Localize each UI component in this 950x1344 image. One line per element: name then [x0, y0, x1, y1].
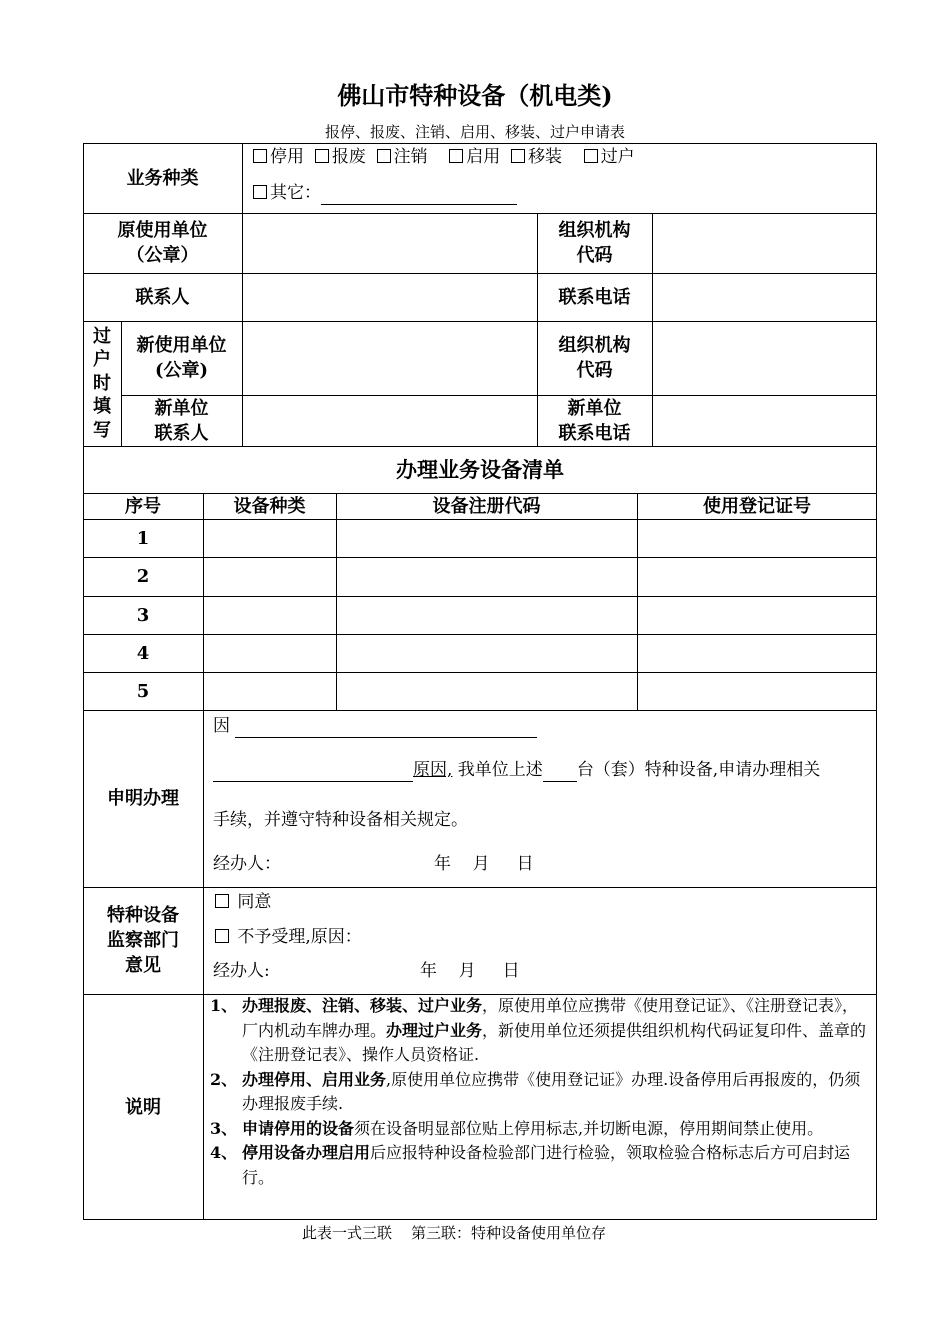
declaration-line2	[213, 758, 820, 782]
option-enable[interactable]	[449, 147, 500, 167]
date-year: 年	[434, 854, 451, 874]
label-char: 写	[93, 419, 111, 441]
header-text: 序号	[125, 495, 161, 517]
col-divider	[336, 493, 337, 710]
note-text: 须在设备明显部位贴上停用标志,并切断电源，停用期间禁止使用。	[354, 1118, 824, 1138]
checkbox[interactable]	[584, 149, 598, 163]
note-text: ，原使用单位应携带《使用登记证》、《注册登记表》，厂内机动车牌办理。	[242, 996, 859, 1040]
option-label: 同意	[237, 892, 272, 912]
declaration-handler	[213, 852, 281, 876]
option-other[interactable]	[253, 181, 517, 205]
label-line: 新使用单位	[136, 335, 227, 356]
label-char: 填	[93, 396, 111, 418]
row-number: 3	[136, 604, 150, 626]
label-char: 过	[93, 325, 111, 347]
label-line: 代码	[576, 360, 613, 381]
new-phone-label	[537, 395, 652, 446]
label-line: 组织机构	[558, 335, 631, 356]
label-line: 组织机构	[558, 220, 631, 241]
phone-field[interactable]	[653, 274, 876, 321]
opinion-label	[83, 887, 203, 994]
label-line: 联系电话	[558, 286, 631, 308]
opinion-handler	[213, 959, 270, 983]
new-phone-field[interactable]	[653, 396, 876, 446]
label-line: 原使用单位	[117, 220, 208, 241]
row-number: 5	[136, 680, 150, 702]
business-type-label	[83, 143, 242, 213]
label-line: 特种设备	[107, 905, 179, 926]
text: 原因,	[413, 760, 453, 780]
note-number: 4、	[210, 1143, 238, 1162]
label-char: 时	[93, 372, 111, 394]
option-label: 注销	[393, 147, 428, 167]
checkbox[interactable]	[315, 149, 329, 163]
note-bold: 办理停用、启用业务	[242, 1069, 387, 1089]
label-line: 代码	[576, 245, 613, 266]
option-label: 停用	[270, 147, 304, 167]
option-label: 不予受理,原因：	[237, 927, 362, 947]
checkbox[interactable]	[215, 894, 229, 908]
date-day: 日	[516, 854, 534, 874]
label-line: 新单位	[154, 397, 209, 419]
option-relocate[interactable]	[511, 147, 562, 167]
option-label: 启用	[466, 147, 501, 167]
col-divider	[637, 493, 638, 710]
new-org-code-field[interactable]	[653, 322, 876, 395]
table-row-number	[83, 596, 203, 634]
list-item	[210, 1117, 872, 1142]
opinion-agree[interactable]	[215, 890, 271, 914]
checkbox[interactable]	[253, 185, 267, 199]
note-bold: 办理过户业务	[386, 1020, 483, 1040]
note-number: 1、	[210, 996, 238, 1015]
note-bold: 申请停用的设备	[242, 1118, 355, 1138]
business-type-label-text: 业务种类	[126, 167, 199, 189]
new-unit-field[interactable]	[243, 322, 537, 395]
label-line: 联系人	[154, 422, 209, 444]
declaration-line3: 手续，并遵守特种设备相关规定。	[213, 810, 468, 830]
option-cancel[interactable]	[377, 147, 428, 167]
reason-input-line[interactable]	[235, 717, 537, 738]
original-unit-field[interactable]	[243, 214, 537, 273]
option-label: 报废	[331, 147, 366, 167]
other-input-line[interactable]	[321, 184, 517, 205]
checkbox[interactable]	[253, 149, 267, 163]
contact-field[interactable]	[243, 274, 537, 321]
reason-input-line[interactable]	[213, 761, 413, 782]
table-row-number	[83, 557, 203, 596]
business-type-options	[253, 145, 635, 169]
notes-label	[83, 994, 203, 1220]
label-line: 联系人	[135, 286, 190, 308]
note-text: ,原使用单位应携带《使用登记证》办理.设备停用后再报废的，仍须办理报废手续.	[242, 1069, 861, 1113]
form-title: 佛山市特种设备（机电类)	[337, 81, 613, 110]
col-divider	[203, 493, 204, 1220]
date-month: 月	[472, 854, 490, 874]
note-text: ，新使用单位还须提供组织机构代码证复印件、盖章的《注册登记表》、操作人员资格证.	[242, 1020, 867, 1064]
list-item	[210, 1141, 872, 1190]
label-line: 新单位	[567, 397, 622, 419]
table-row-number	[83, 672, 203, 710]
new-contact-label	[121, 395, 242, 446]
label-line: 联系电话	[558, 422, 631, 444]
declaration-label	[83, 710, 203, 887]
date-month: 月	[458, 961, 476, 981]
label-line: 意见	[125, 955, 161, 976]
opinion-reject[interactable]	[215, 925, 362, 949]
org-code-field[interactable]	[653, 214, 876, 273]
header-text: 设备种类	[233, 495, 306, 517]
option-label: 移装	[528, 147, 563, 167]
new-org-code-label	[537, 321, 652, 395]
table-row-number	[83, 634, 203, 672]
checkbox[interactable]	[511, 149, 525, 163]
note-number: 2、	[210, 1069, 238, 1089]
title-text: 办理业务设备清单	[396, 457, 564, 482]
checkbox[interactable]	[377, 149, 391, 163]
text: 因	[213, 716, 230, 736]
col-header-type	[203, 493, 336, 519]
quantity-input-line[interactable]	[543, 761, 577, 782]
note-number: 3、	[210, 1118, 238, 1138]
new-unit-label	[121, 321, 242, 395]
col-header-cert-no	[637, 493, 877, 519]
date-day: 日	[502, 961, 520, 981]
label-line: （公章）	[126, 245, 199, 266]
contact-label	[83, 273, 242, 321]
form-footer: 此表一式三联 第三联：特种设备使用单位存	[301, 1224, 607, 1242]
header-text: 设备注册代码	[432, 495, 541, 517]
new-contact-field[interactable]	[243, 396, 537, 446]
label-line: 申明办理	[107, 788, 179, 809]
label-line: (公章)	[154, 360, 209, 381]
note-bold: 办理报废、注销、移装、过户业务	[242, 996, 483, 1015]
option-stop[interactable]	[253, 147, 304, 167]
row-number: 1	[136, 527, 150, 549]
option-transfer[interactable]	[584, 147, 635, 167]
option-label: 过户	[600, 147, 635, 167]
option-other-label: 其它：	[270, 183, 321, 203]
original-unit-label	[83, 213, 242, 273]
handler-label: 经办人：	[213, 854, 281, 874]
handler-label: 经办人:	[213, 961, 270, 981]
org-code-label	[537, 213, 652, 273]
opinion-date	[420, 959, 520, 983]
label-line: 监察部门	[107, 930, 179, 951]
col-header-no	[83, 493, 203, 519]
header-text: 使用登记证号	[703, 495, 811, 517]
text: 我单位上述	[452, 760, 543, 780]
phone-label	[537, 273, 652, 321]
text: 台（套）特种设备,申请办理相关	[576, 760, 821, 780]
col-header-reg-code	[336, 493, 637, 519]
checkbox[interactable]	[449, 149, 463, 163]
form-subtitle: 报停、报废、注销、启用、移装、过户申请表	[324, 123, 625, 141]
declaration-date	[434, 852, 534, 876]
note-bold: 停用设备办理启用	[242, 1143, 371, 1162]
label-line: 说明	[125, 1096, 161, 1118]
row-number: 2	[136, 566, 150, 587]
date-year: 年	[420, 961, 437, 981]
option-scrap[interactable]	[315, 147, 366, 167]
label-char: 户	[93, 349, 111, 371]
row-number: 4	[136, 642, 150, 664]
checkbox[interactable]	[215, 929, 229, 943]
transfer-side-label	[83, 321, 121, 446]
notes-list	[210, 994, 872, 1190]
declaration-line1	[213, 714, 537, 738]
list-item	[210, 994, 872, 1068]
note-text: 后应报特种设备检验部门进行检验，领取检验合格标志后方可启封运行。	[242, 1143, 851, 1187]
table-row-number	[83, 519, 203, 557]
equipment-list-title	[83, 446, 877, 493]
list-item	[210, 1068, 872, 1117]
